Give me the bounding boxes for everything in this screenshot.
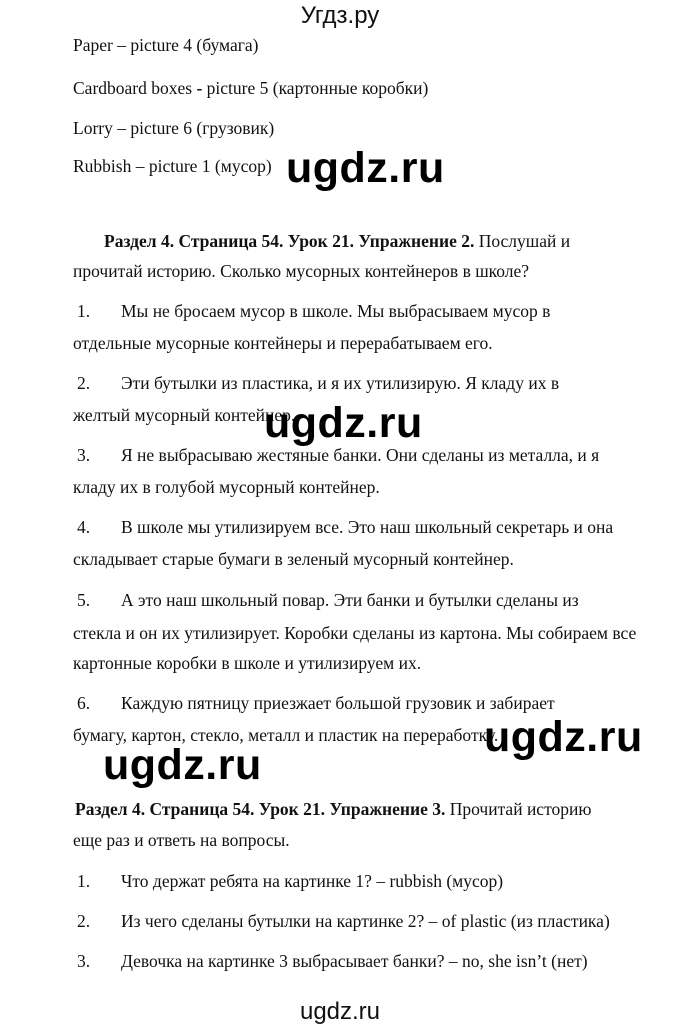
watermark: ugdz.ru <box>286 144 445 192</box>
section-title-cont: прочитай историю. Сколько мусорных контейнеров в школе? <box>73 261 530 281</box>
watermark: ugdz.ru <box>103 741 262 789</box>
item-number: 3. <box>77 445 91 465</box>
item-text: Из чего сделаны бутылки на картинке 2? – of plastic (из пластика) <box>121 911 610 931</box>
item-text: кладу их в голубой мусорный контейнер. <box>73 477 380 497</box>
item-text: Я не выбрасываю жестяные банки. Они сделаны из металла, и я <box>121 445 600 465</box>
vocab-term: Cardboard boxes <box>73 78 197 98</box>
item-text: Мы не бросаем мусор в школе. Мы выбрасываем мусор в <box>121 301 551 321</box>
item-text: отдельные мусорные контейнеры и перерабатываем его. <box>73 333 493 353</box>
item-number: 1. <box>77 871 91 891</box>
item-text: Девочка на картинке 3 выбрасывает банки? – no, she isn’t (нет) <box>121 951 588 971</box>
item-number: 1. <box>77 301 91 321</box>
item-number: 2. <box>77 911 91 931</box>
item-text: А это наш школьный повар. Эти банки и бутылки сделаны из <box>121 590 579 610</box>
page-footer: ugdz.ru <box>299 998 381 1025</box>
item-number: 2. <box>77 373 91 393</box>
item-text: Каждую пятницу приезжает большой грузовик и забирает <box>121 693 555 713</box>
page-header: Угдз.ру <box>300 2 380 29</box>
item-text: В школе мы утилизируем все. Это наш школьный секретарь и она <box>121 517 614 537</box>
item-number: 6. <box>77 693 91 713</box>
watermark: ugdz.ru <box>484 713 643 761</box>
section-title-bold: Раздел 4. Страница 54. Урок 21. Упражнение 3. <box>75 799 446 819</box>
item-number: 4. <box>77 517 91 537</box>
vocab-line: Paper – picture 4 (бумага) <box>73 35 259 55</box>
item-text: Эти бутылки из пластика, и я их утилизирую. Я кладу их в <box>121 373 560 393</box>
item-text: Что держат ребята на картинке 1? – rubbish (мусор) <box>121 871 504 891</box>
section-title-rest: Прочитай историю <box>445 799 592 819</box>
vocab-line: Lorry – picture 6 (грузовик) <box>73 118 275 138</box>
section-title-cont: еще раз и ответь на вопросы. <box>73 830 290 850</box>
watermark: ugdz.ru <box>264 399 423 447</box>
vocab-definition: picture 5 (картонные коробки) <box>202 78 429 98</box>
vocab-dash: - <box>196 78 203 98</box>
item-text: стекла и он их утилизирует. Коробки сделаны из картона. Мы собираем все <box>73 623 637 643</box>
item-number: 3. <box>77 951 91 971</box>
item-text: желтый мусорный контейнер. <box>73 405 296 425</box>
item-number: 5. <box>77 590 91 610</box>
vocab-line: Rubbish – picture 1 (мусор) <box>73 156 272 176</box>
item-text: складывает старые бумаги в зеленый мусорный контейнер. <box>73 549 514 569</box>
item-text: картонные коробки в школе и утилизируем их. <box>73 653 422 673</box>
section-title <box>104 230 570 252</box>
section-title <box>75 798 591 820</box>
vocab-line <box>73 77 428 99</box>
section-title-rest: Послушай и <box>474 231 571 251</box>
item-text: бумагу, картон, стекло, металл и пластик на переработку. <box>73 725 499 745</box>
section-title-bold: Раздел 4. Страница 54. Урок 21. Упражнение 2. <box>104 231 475 251</box>
